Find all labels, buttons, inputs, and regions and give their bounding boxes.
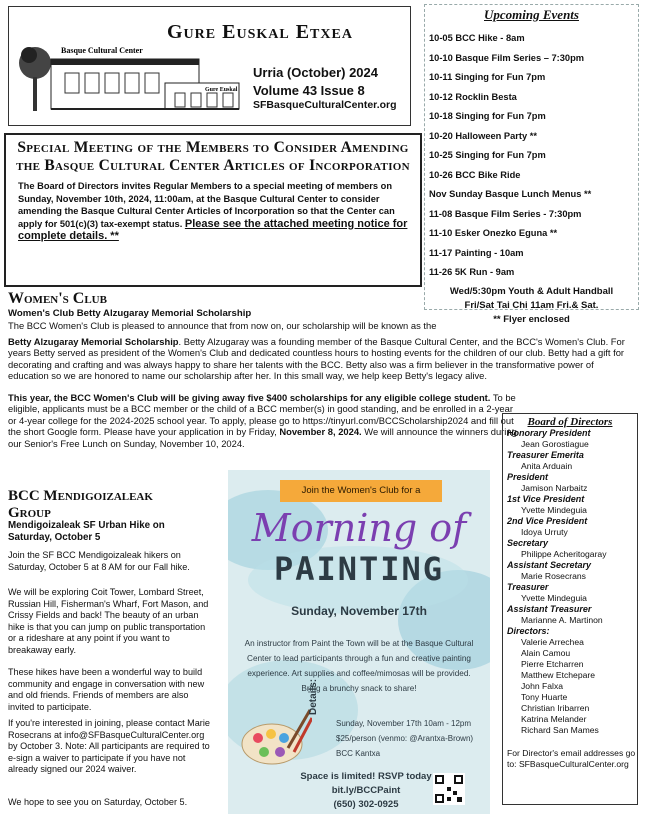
board-member: Marie Rosecrans	[521, 571, 586, 581]
meeting-body	[18, 180, 414, 243]
betty-text: . Betty Alzugaray was a founding member of the Basque Cultural Center, and the BCC's Women's Club. For years Betty served as president of the Women's Club and dedicated countless hours to hosting events for the children of our club. Betty had a gift for decorating and crafting and was always happy to share her talents with the BCC. Betty also was a firm believer in the transformative power of education so we are honored to name our scholarship after her. In this small way, we help keep Betty's legacy alive.	[8, 336, 625, 382]
board-member: Pierre Etcharren	[521, 659, 584, 669]
rsvp-phone: (650) 302-0925	[333, 799, 399, 810]
board-role: Honorary President	[507, 428, 591, 438]
board-member: Tony Huarte	[521, 692, 568, 702]
scholarship-end: We will announce the winners during our Senior's Free Lunch on Sunday, November 10, 2024.	[8, 426, 517, 449]
event-item: 10-20 Halloween Party **	[429, 130, 537, 141]
logo-caption: Basque Cultural Center	[61, 46, 143, 55]
womens-club-intro: The BCC Women's Club is pleased to announce that from now on, our scholarship will be known as the	[8, 320, 437, 331]
painting-flyer	[228, 470, 490, 814]
issue-month: Urria (October) 2024	[253, 65, 378, 80]
board-member: Marianne A. Martinon	[521, 615, 603, 625]
details-label: Details:	[308, 678, 319, 715]
scholarship-headline: This year, the BCC Women's Club will be giving away five $400 scholarships for any eligible college student.	[8, 392, 491, 403]
board-member: Matthew Etchepare	[521, 670, 596, 680]
detail-line: BCC Kantxa	[336, 749, 381, 758]
hike-paragraph: These hikes have been a wonderful way to build community and engage in conversation with new and old friends. Friends of members are also invited to participate.	[8, 667, 205, 712]
special-meeting-notice	[4, 133, 422, 287]
board-member: Richard San Mames	[521, 725, 599, 735]
board-role: Treasurer	[507, 582, 549, 592]
mendigoizaleak-title-line2: Group	[8, 505, 51, 521]
masthead	[8, 6, 411, 126]
board-role: Secretary	[507, 538, 549, 548]
womens-club-scholarship	[8, 392, 520, 449]
flyer-details	[336, 716, 473, 761]
board-role: Assistant Treasurer	[507, 604, 592, 614]
basque-center-building-logo	[15, 33, 243, 113]
event-item: 11-10 Esker Onezko Eguna **	[429, 228, 558, 238]
board-member: Philippe Acheritogaray	[521, 549, 607, 559]
board-member: Jean Gorostiague	[521, 439, 589, 449]
event-item: 10-05 BCC Hike - 8am	[429, 33, 525, 43]
flyer-note: ** Flyer enclosed	[493, 313, 570, 325]
board-member: Jamison Narbaitz	[521, 483, 588, 493]
board-member: Katrina Melander	[521, 714, 587, 724]
scholarship-text: To be eligible, applicants must be a BCC member or the child of a BCC member(s) in good standing, and be enrolled in a 2-year or 4-year college for the 2024-2025 school year. To apply, please go to https://tinyurl.com/BCCScholarship2024 and fill out the short Google form. Please have your application in by Friday,	[8, 392, 516, 438]
flyer-painting: PAINTING	[273, 550, 445, 588]
event-item: 10-12 Rocklin Besta	[429, 91, 517, 102]
board-member: Alain Camou	[521, 648, 571, 658]
rsvp-link[interactable]: bit.ly/BCCPaint	[331, 785, 401, 796]
board-role: 1st Vice President	[507, 494, 585, 504]
board-member: Valerie Arrechea	[521, 637, 584, 647]
detail-line: $25/person (venmo: @Arantxa-Brown)	[336, 734, 474, 743]
board-of-directors	[502, 413, 638, 805]
board-role: President	[507, 472, 549, 482]
event-item: 10-18 Singing for Fun 7pm	[429, 111, 546, 121]
board-member: Yvette Mindeguia	[521, 593, 587, 603]
womens-club-betty	[8, 336, 628, 382]
event-item: 10-10 Basque Film Series – 7:30pm	[429, 52, 585, 63]
event-item: 10-26 BCC Bike Ride	[429, 169, 521, 180]
womens-club-subtitle: Women's Club Betty Alzugaray Memorial Scholarship	[8, 308, 252, 319]
upcoming-events	[424, 4, 639, 325]
event-item: 11-26 5K Run - 9am	[429, 267, 515, 277]
scholarship-deadline: November 8, 2024.	[276, 426, 362, 438]
meeting-heading: Special Meeting of the Members to Consider Amending the Basque Cultural Center Articles of Incorporation	[16, 139, 410, 174]
tai-chi-note: Fri/Sat Tai Chi 11am Fri.& Sat.	[464, 299, 599, 311]
hike-paragraph: We hope to see you on Saturday, October 5.	[8, 797, 188, 807]
scholarship-name: Betty Alzugaray Memorial Scholarship	[8, 336, 179, 347]
board-title: Board of Directors	[527, 416, 613, 428]
mendigoizaleak-title-line1: BCC Mendigoizaleak	[8, 488, 153, 504]
website: SFBasqueCulturalCenter.org	[253, 99, 397, 111]
hike-subtitle: Mendigoizaleak SF Urban Hike on Saturday, October 5	[8, 520, 165, 543]
event-item: 10-25 Singing for Fun 7pm	[429, 150, 546, 160]
flyer-date: Sunday, November 17th	[291, 604, 427, 618]
event-item: 10-11 Singing for Fun 7pm	[429, 72, 546, 82]
events-list	[429, 29, 638, 283]
flyer-rsvp	[286, 770, 446, 812]
board-note: For Director's email addresses go to: SFBasqueCulturalCenter.org	[507, 748, 636, 769]
qr-code-icon	[433, 773, 465, 805]
event-item: 11-17 Painting - 10am	[429, 247, 524, 258]
board-role: 2nd Vice President	[507, 516, 588, 526]
meeting-details-link: Please see the attached meeting notice for complete details. **	[18, 217, 408, 242]
logo-sign: Gure Euskal	[205, 87, 238, 93]
board-member: Christian Iribarren	[521, 703, 590, 713]
paint-palette-icon	[238, 706, 312, 770]
events-title: Upcoming Events	[484, 7, 579, 22]
handball-note: Wed/5:30pm Youth & Adult Handball	[449, 285, 614, 297]
board-role: Treasurer Emerita	[507, 450, 584, 460]
hike-paragraph: Join the SF BCC Mendigoizaleak hikers on Saturday, October 5 at 8 AM for our Fall hike.	[8, 550, 190, 572]
board-list	[503, 428, 637, 736]
hike-paragraph: If you're interested in joining, please contact Marie Rosecrans at info@SFBasqueCulturalCenter.org by October 3. Note: All participants are required to e-sign a waiver to participate if you have not already signed our 2024 waiver.	[8, 718, 210, 774]
board-role: Directors:	[507, 626, 550, 636]
flyer-banner: Join the Women's Club for a	[280, 480, 442, 502]
issue-volume: Volume 43 Issue 8	[253, 83, 365, 98]
rsvp-line: Space is limited! RSVP today	[300, 771, 432, 782]
board-role: Assistant Secretary	[507, 560, 592, 570]
mendigoizaleak-title	[8, 488, 153, 522]
detail-line: Sunday, November 17th 10am - 12pm	[336, 719, 472, 728]
board-member: Anita Arduain	[521, 461, 573, 471]
flyer-description: An instructor from Paint the Town will be at the Basque Cultural Center to lead participants through a fun and creative painting experience. Art supplies and coffee/mimosas will be provided. Bring a brunchy snack to share!	[244, 639, 474, 693]
meeting-text: The Board of Directors invites Regular Members to a special meeting of members on Sunday, November 10th, 2024, 11:00am, at the Basque Cultural Center to consider amending the Basque Cultural Center Articles of Incorporation so that the Center can apply for 501(c)(3) tax-exempt status.	[18, 181, 395, 229]
womens-club-title: Women's Club	[8, 290, 107, 307]
board-member: John Falxa	[521, 681, 564, 691]
hike-paragraph: We will be exploring Coit Tower, Lombard Street, Russian Hill, Fisherman's Wharf, Fort Mason, and Crissy Fields and back! The beauty of an urban hike is that you can jump on public transportation or a rideshare at any point if you want to breakaway early.	[8, 587, 209, 655]
event-item: Nov Sunday Basque Lunch Menus **	[429, 189, 592, 199]
event-item: 11-08 Basque Film Series - 7:30pm	[429, 208, 582, 219]
flyer-morning: Morning of	[251, 506, 467, 550]
newsletter-name: Gure Euskal Etxea	[167, 21, 353, 43]
board-member: Yvette Mindeguia	[521, 505, 587, 515]
board-member: Idoya Urruty	[521, 527, 568, 537]
